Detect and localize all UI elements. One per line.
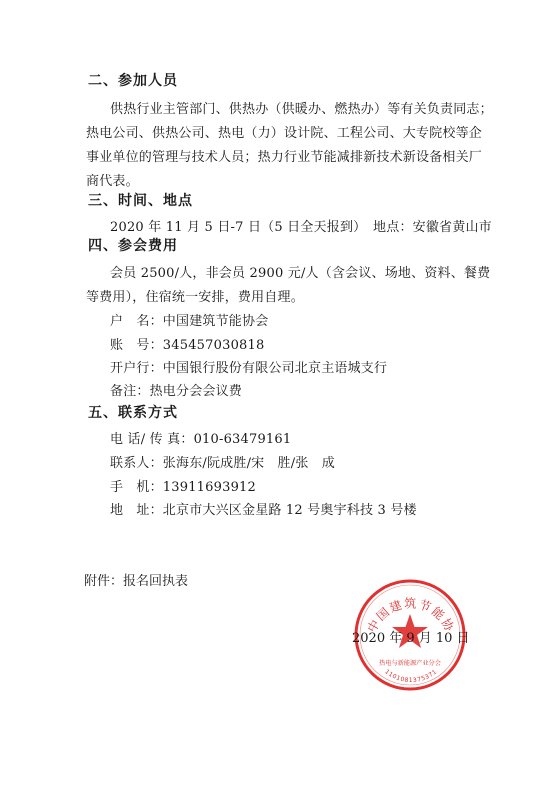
participants-line-3: 事业单位的管理与技术人员；热力行业节能减排新技术新设备相关厂 (86, 150, 483, 165)
participants-line-2: 热电公司、供热公司、热电（力）设计院、工程公司、大专院校等企 (86, 126, 483, 141)
document-date: 2020 年 9 月 10 日 (352, 631, 470, 646)
contact-address: 地 址：北京市大兴区金星路 12 号奥宇科技 3 号楼 (110, 503, 417, 518)
section-heading-fees: 四、参会费用 (88, 238, 178, 254)
contact-mobile: 手 机：13911693912 (110, 480, 256, 495)
fee-line-1: 会员 2500/人，非会员 2900 元/人（含会议、场地、资料、餐费 (110, 266, 491, 281)
fee-note: 备注：热电分会会议费 (110, 384, 243, 399)
fee-line-2: 等费用），住宿统一安排，费用自理。 (86, 290, 304, 305)
contact-phone-fax: 电 话/ 传 真：010-63479161 (110, 432, 292, 447)
participants-line-4: 商代表。 (86, 174, 139, 189)
section-heading-participants: 二、参加人员 (88, 73, 178, 89)
account-name: 户 名：中国建筑节能协会 (110, 314, 269, 329)
bank-name: 开户行：中国银行股份有限公司北京主语城支行 (110, 361, 388, 376)
seal-number: 1101081375371 (383, 668, 439, 685)
participants-line-1: 供热行业主管部门、供热办（供暖办、燃热办）等有关负责同志； (110, 102, 493, 117)
attachment-note: 附件：报名回执表 (84, 574, 189, 589)
section-heading-time-place: 三、时间、地点 (88, 193, 193, 209)
seal-bottom-text: 热电与新能源产业分会 (379, 660, 441, 667)
seal-top-text: 中国建筑节能协 (364, 596, 458, 635)
contact-persons: 联系人：张海东/阮成胜/宋 胜/张 成 (110, 456, 335, 471)
section-heading-contact: 五、联系方式 (88, 405, 178, 421)
time-place-line: 2020 年 11 月 5 日-7 日（5 日全天报到） 地点：安徽省黄山市 (110, 220, 492, 235)
account-number: 账 号：345457030818 (110, 338, 265, 353)
